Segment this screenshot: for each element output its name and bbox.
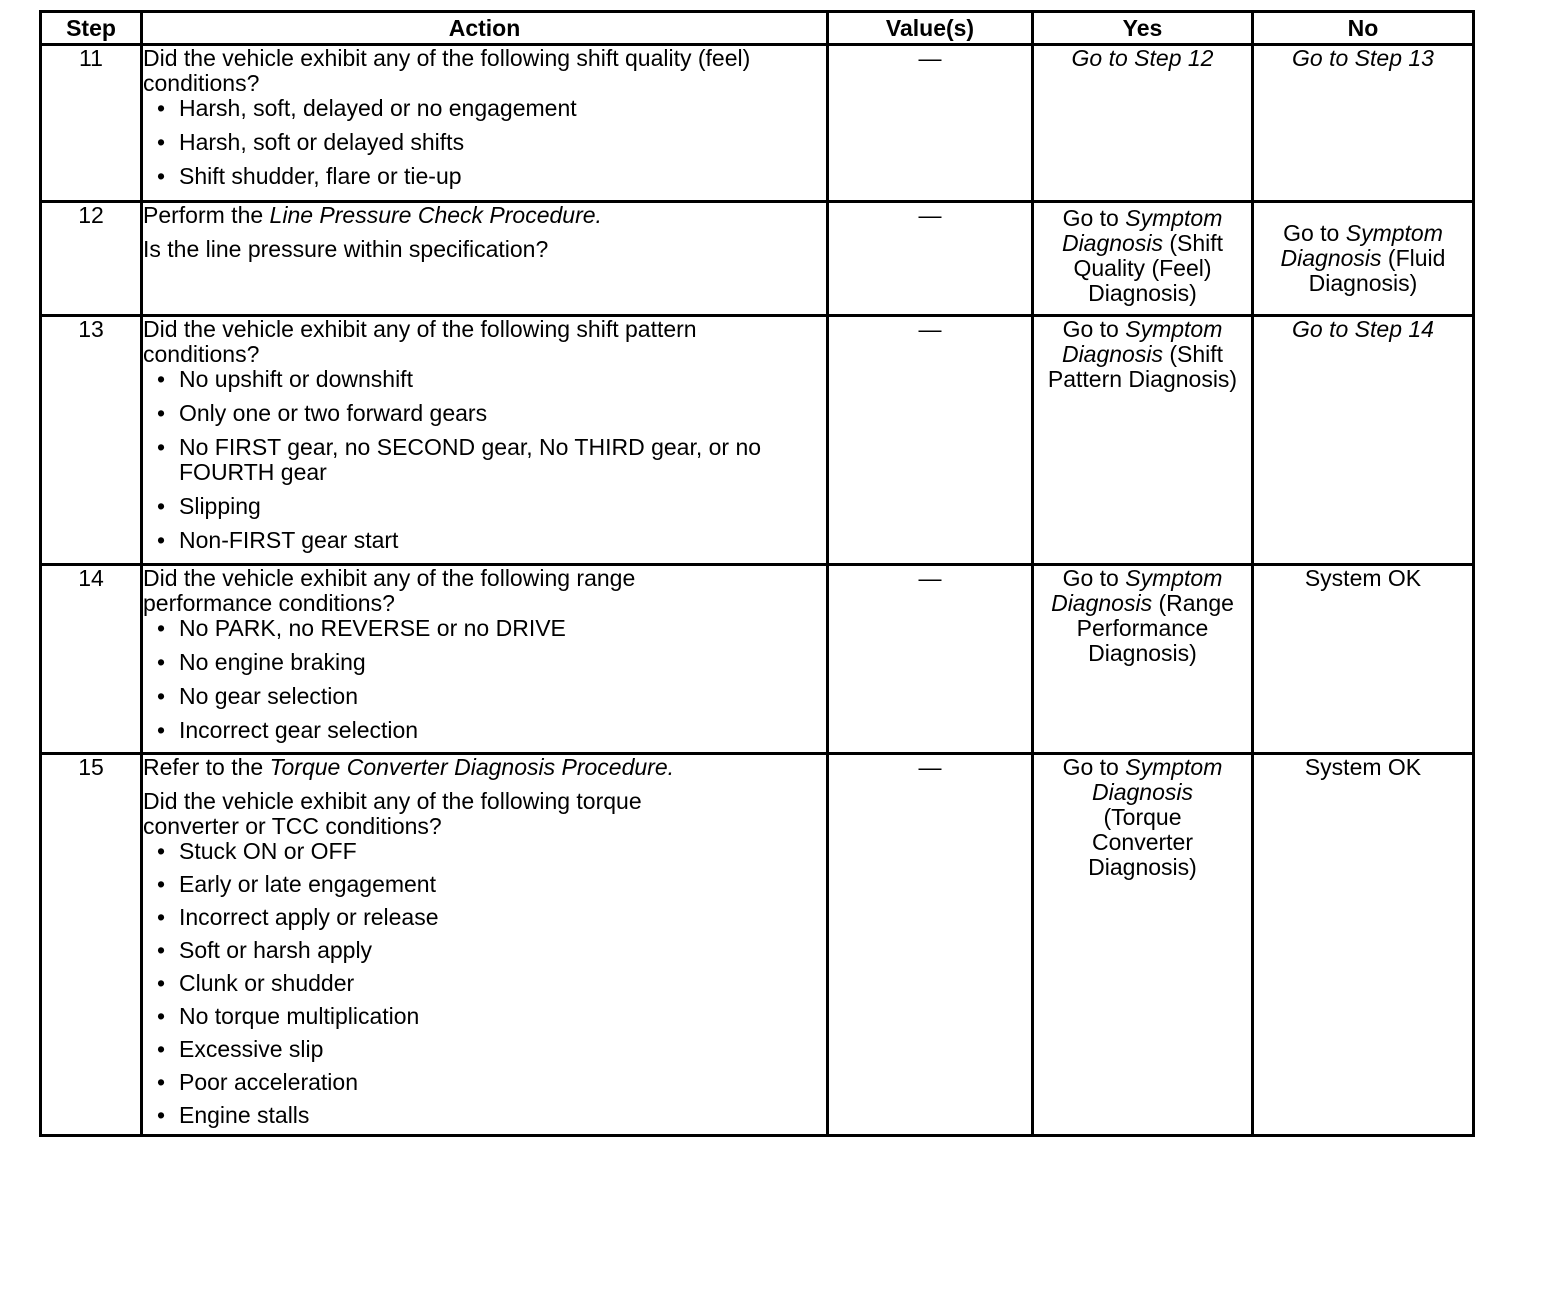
action-question: Did the vehicle exhibit any of the following range performance conditions? <box>143 565 636 616</box>
bullet: • <box>157 1003 166 1029</box>
action-question: Did the vehicle exhibit any of the following torque converter or TCC conditions? <box>143 788 642 839</box>
list-item: • Incorrect apply or release <box>157 904 439 930</box>
bullet: • <box>157 871 166 897</box>
table-row <box>41 754 1474 1136</box>
action-cell <box>142 45 828 202</box>
action-cell <box>142 202 828 316</box>
header-values: Value(s) <box>828 12 1033 45</box>
bullet: • <box>157 434 166 460</box>
list-item: • Only one or two forward gears <box>157 400 488 426</box>
list-item: • Early or late engagement <box>157 871 436 897</box>
step-number: 13 <box>41 316 142 565</box>
value-cell: — <box>828 316 1033 565</box>
list-item: • Engine stalls <box>157 1102 310 1128</box>
no-cell: Go to Step 14 <box>1253 316 1474 565</box>
list-item: • Harsh, soft, delayed or no engagement <box>157 95 577 121</box>
value-cell: — <box>828 754 1033 1136</box>
bullet: • <box>157 129 166 155</box>
bullet: • <box>157 400 166 426</box>
action-instruction: Perform the Line Pressure Check Procedure. <box>143 202 602 228</box>
list-item: • Stuck ON or OFF <box>157 838 357 864</box>
list-item: • No gear selection <box>157 683 358 709</box>
no-cell: Go to Symptom Diagnosis (Fluid Diagnosis) <box>1253 202 1474 316</box>
table-row <box>41 202 1474 316</box>
list-item: • No engine braking <box>157 649 366 675</box>
condition-list <box>143 367 826 553</box>
bullet: • <box>157 366 166 392</box>
list-item: • Slipping <box>157 493 261 519</box>
step-number: 14 <box>41 565 142 754</box>
value-cell: — <box>828 202 1033 316</box>
header-yes: Yes <box>1033 12 1253 45</box>
bullet: • <box>157 649 166 675</box>
list-item: • Incorrect gear selection <box>157 717 419 743</box>
header-action: Action <box>142 12 828 45</box>
list-item: • Harsh, soft or delayed shifts <box>157 129 465 155</box>
list-item: • No torque multiplication <box>157 1003 420 1029</box>
list-item: • No FIRST gear, no SECOND gear, No THIRD gear, or no FOURTH gear <box>157 434 762 485</box>
action-question: Did the vehicle exhibit any of the following shift quality (feel) conditions? <box>143 45 751 96</box>
yes-cell: Go to Symptom Diagnosis (Shift Pattern Diagnosis) <box>1033 316 1253 565</box>
bullet: • <box>157 1036 166 1062</box>
list-item: • Poor acceleration <box>157 1069 358 1095</box>
list-item: • Soft or harsh apply <box>157 937 373 963</box>
action-cell <box>142 316 828 565</box>
bullet: • <box>157 683 166 709</box>
list-item: • Non-FIRST gear start <box>157 527 399 553</box>
step-number: 15 <box>41 754 142 1136</box>
diagnostic-table <box>39 10 1475 1137</box>
bullet: • <box>157 527 166 553</box>
condition-list <box>143 616 826 743</box>
list-item: • No PARK, no REVERSE or no DRIVE <box>157 615 566 641</box>
yes-cell: Go to Symptom Diagnosis (Torque Converter Diagnosis) <box>1033 754 1253 1136</box>
bullet: • <box>157 838 166 864</box>
no-cell: System OK <box>1253 565 1474 754</box>
no-cell: Go to Step 13 <box>1253 45 1474 202</box>
yes-cell: Go to Symptom Diagnosis (Range Performance Diagnosis) <box>1033 565 1253 754</box>
bullet: • <box>157 1069 166 1095</box>
table-row <box>41 565 1474 754</box>
header-no: No <box>1253 12 1474 45</box>
bullet: • <box>157 615 166 641</box>
action-question: Is the line pressure within specification? <box>143 236 549 262</box>
bullet: • <box>157 904 166 930</box>
no-cell: System OK <box>1253 754 1474 1136</box>
condition-list <box>143 839 826 1128</box>
bullet: • <box>157 970 166 996</box>
step-number: 11 <box>41 45 142 202</box>
list-item: • Shift shudder, flare or tie-up <box>157 163 462 189</box>
list-item: • Clunk or shudder <box>157 970 355 996</box>
action-question: Did the vehicle exhibit any of the following shift pattern conditions? <box>143 316 697 367</box>
list-item: • No upshift or downshift <box>157 366 413 392</box>
bullet: • <box>157 717 166 743</box>
action-cell <box>142 754 828 1136</box>
header-step: Step <box>41 12 142 45</box>
bullet: • <box>157 493 166 519</box>
value-cell: — <box>828 45 1033 202</box>
bullet: • <box>157 937 166 963</box>
list-item: • Excessive slip <box>157 1036 324 1062</box>
bullet: • <box>157 95 166 121</box>
value-cell: — <box>828 565 1033 754</box>
bullet: • <box>157 1102 166 1128</box>
table-row <box>41 316 1474 565</box>
yes-cell: Go to Symptom Diagnosis (Shift Quality (Feel) Diagnosis) <box>1033 202 1253 316</box>
action-cell <box>142 565 828 754</box>
yes-cell: Go to Step 12 <box>1033 45 1253 202</box>
action-instruction: Refer to the Torque Converter Diagnosis Procedure. <box>143 754 674 780</box>
table-row <box>41 45 1474 202</box>
condition-list <box>143 96 826 189</box>
header-row <box>41 12 1474 45</box>
bullet: • <box>157 163 166 189</box>
step-number: 12 <box>41 202 142 316</box>
